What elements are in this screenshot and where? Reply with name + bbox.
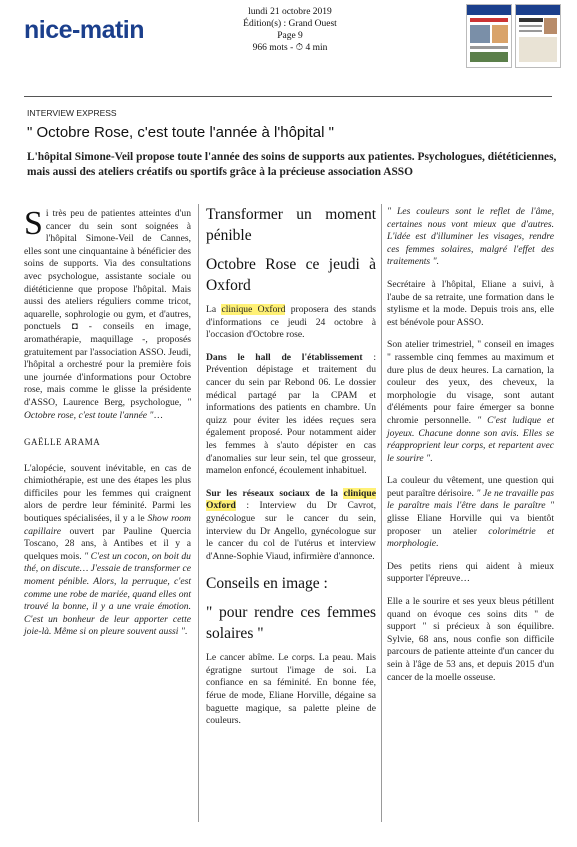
highlighted-term: clinique Oxford bbox=[206, 487, 376, 512]
publication-date: lundi 21 octobre 2019 bbox=[248, 7, 332, 17]
highlighted-term: clinique Oxford bbox=[221, 304, 286, 315]
intro-paragraph: Si très peu de patientes atteintes d'un cancer du sein sont soignées à l'hôpital Simone-Veil de Cannes, elles sont une cinquantaine à bénéficier des soins de supports. Via des consultations avec psychologue, assistante sociale ou diététicienne que propose l'hôpital. Mais aussi des ateliers réguliers comme tricot, aquarelle, sophrologie ou gym, et d'autres, ponctuels ◘ - conseils en image, aromathérapie, maquillage -, proposés gratuitement par l'association ASSO. Jeudi, l'hôpital a orchestré pour la première fois une journée d'informations pour Octobre rose, mais comme le glisse la présidente d'ASSO, Laurence Berg, psychologue, " Octobre rose, c'est toute l'année "… bbox=[24, 205, 191, 421]
page-number: Page 9 bbox=[277, 31, 303, 41]
body-paragraph: Son atelier trimestriel, " conseil en images " rassemble cinq femmes au maximum et dure plus de deux heures. La carnation, la couleur des yeux, des cheveux, la morphologie du visage, sont autant d'éléments pour faire émerger sa bonne chromie personnelle. " C'est ludique et joyeux. Chacune donne son avis. Elles se réapproprient leur corps, et repartent avec le sourire ". bbox=[387, 339, 554, 464]
drop-cap: S bbox=[24, 205, 43, 242]
body-paragraph: Sur les réseaux sociaux de la clinique Oxford : Interview du Dr Cavrot, gynécologue sur le cancer du sein, interview du Dr Angello, gynécologue sur le cancer du col de l'utérus et interview d'Anne-Sophie Viaud, infirmière d'annonce. bbox=[206, 487, 376, 562]
column-divider bbox=[198, 204, 199, 822]
column-divider bbox=[381, 204, 382, 822]
body-paragraph: Le cancer abîme. Le corps. La peau. Mais égratigne surtout l'image de soi. La confiance en sa féminité. En bonne fée, férue de mode, Eliane Horville, dégaine sa baguette magique, sa palette pleine de couleurs. bbox=[206, 652, 376, 727]
body-paragraph: L'alopécie, souvent inévitable, en cas de chimiothérapie, est une des étapes les plus difficiles pour les femmes qui craignent alors de perdre leur féminité. Parmi les boutiques spécialisées, il y a le Show room capillaire ouvert par Pauline Quercia Toscano, 28 ans, à Antibes et il y a quelques mois. " C'est un cocon, on boit du thé, on discute… J'essaie de transformer ce moment pénible. Alors, la perruque, c'est comme une robe de mariée, quand elles ont trouvé la bonne, il y a une vraie émotion. C'est un bonheur de leur apporter cette joie-là. Même si on pleure souvent aussi ". bbox=[24, 462, 191, 638]
body-paragraph: La clinique Oxford proposera des stands d'informations ce jeudi 24 octobre à l'occasion d'Octobre rose. bbox=[206, 304, 376, 341]
subheading: Transformer un moment pénible bbox=[206, 206, 376, 244]
subheading: Octobre Rose ce jeudi à Oxford bbox=[206, 256, 376, 294]
article-column-1 bbox=[24, 205, 191, 649]
subheading: " pour rendre ces femmes solaires " bbox=[206, 604, 376, 643]
body-paragraph: Dans le hall de l'établissement : Prévention dépistage et traitement du cancer du sein par Rebond 06. Le dossier médical partagé par la CPAM et informations des patients en chambre. Un quizz pour éviter les idées reçues sera également proposé. Pour notamment aider les femmes à s'auto dépister en cas d'anomalies sur leur sein, tel que grosseur, mamelon enfoncé, écoulement inhabituel. bbox=[206, 351, 376, 477]
body-paragraph: Des petits riens qui aident à mieux supporter l'épreuve… bbox=[387, 560, 554, 585]
body-paragraph: La couleur du vêtement, une question qui peut paraître dérisoire. " Je ne travaille pas le paraître mais l'être dans le paraître " glisse Eliane Horville qui va bientôt proposer un atelier colorimétrie et morphologie. bbox=[387, 475, 555, 550]
article-headline: " Octobre Rose, c'est toute l'année à l'hôpital " bbox=[27, 124, 334, 141]
edition-name: Édition(s) : Grand Ouest bbox=[243, 19, 337, 29]
front-page-thumbnail[interactable] bbox=[466, 4, 512, 68]
subheading: Conseils en image : bbox=[206, 575, 328, 593]
body-paragraph: Secrétaire à l'hôpital, Eliane a suivi, à l'aube de sa retraite, une formation dans le stylisme et la mode. Depuis trois ans, elle est bénévole pour ASSO. bbox=[387, 278, 554, 328]
word-count: 966 mots - ⏱ 4 min bbox=[252, 43, 328, 53]
quote-paragraph: " Les couleurs sont le reflet de l'âme, certaines nous vont mieux que d'autres. L'idée est d'illuminer les visages, rendre ces femmes solaires, malgré l'effet des traitements ". bbox=[387, 206, 554, 268]
header-rule bbox=[24, 96, 552, 97]
article-column-2 bbox=[206, 204, 376, 738]
article-standfirst: L'hôpital Simone-Veil propose toute l'année des soins de supports aux patientes. Psychologues, diététiciennes, mais aussi des ateliers créatifs ou sportifs grâce à la précieuse association ASSO bbox=[27, 151, 557, 178]
edition-metadata bbox=[230, 6, 350, 54]
page-9-thumbnail[interactable] bbox=[515, 4, 561, 68]
article-rubric: INTERVIEW EXPRESS bbox=[27, 108, 117, 118]
body-paragraph: Elle a le sourire et ses yeux bleus pétillent quand on évoque ces soins dits " de support " si précieux à son équilibre. Sylvie, 68 ans, nous confie son difficile parcours de patiente atteinte d'un cancer du sein à l'âge de 53 ans, et depuis 2015 d'un cancer de la moelle osseuse. bbox=[387, 596, 554, 683]
article-column-3 bbox=[387, 206, 554, 694]
newspaper-logo: nice-matin bbox=[24, 16, 145, 44]
author-byline: GAËLLE ARAMA bbox=[24, 437, 101, 448]
